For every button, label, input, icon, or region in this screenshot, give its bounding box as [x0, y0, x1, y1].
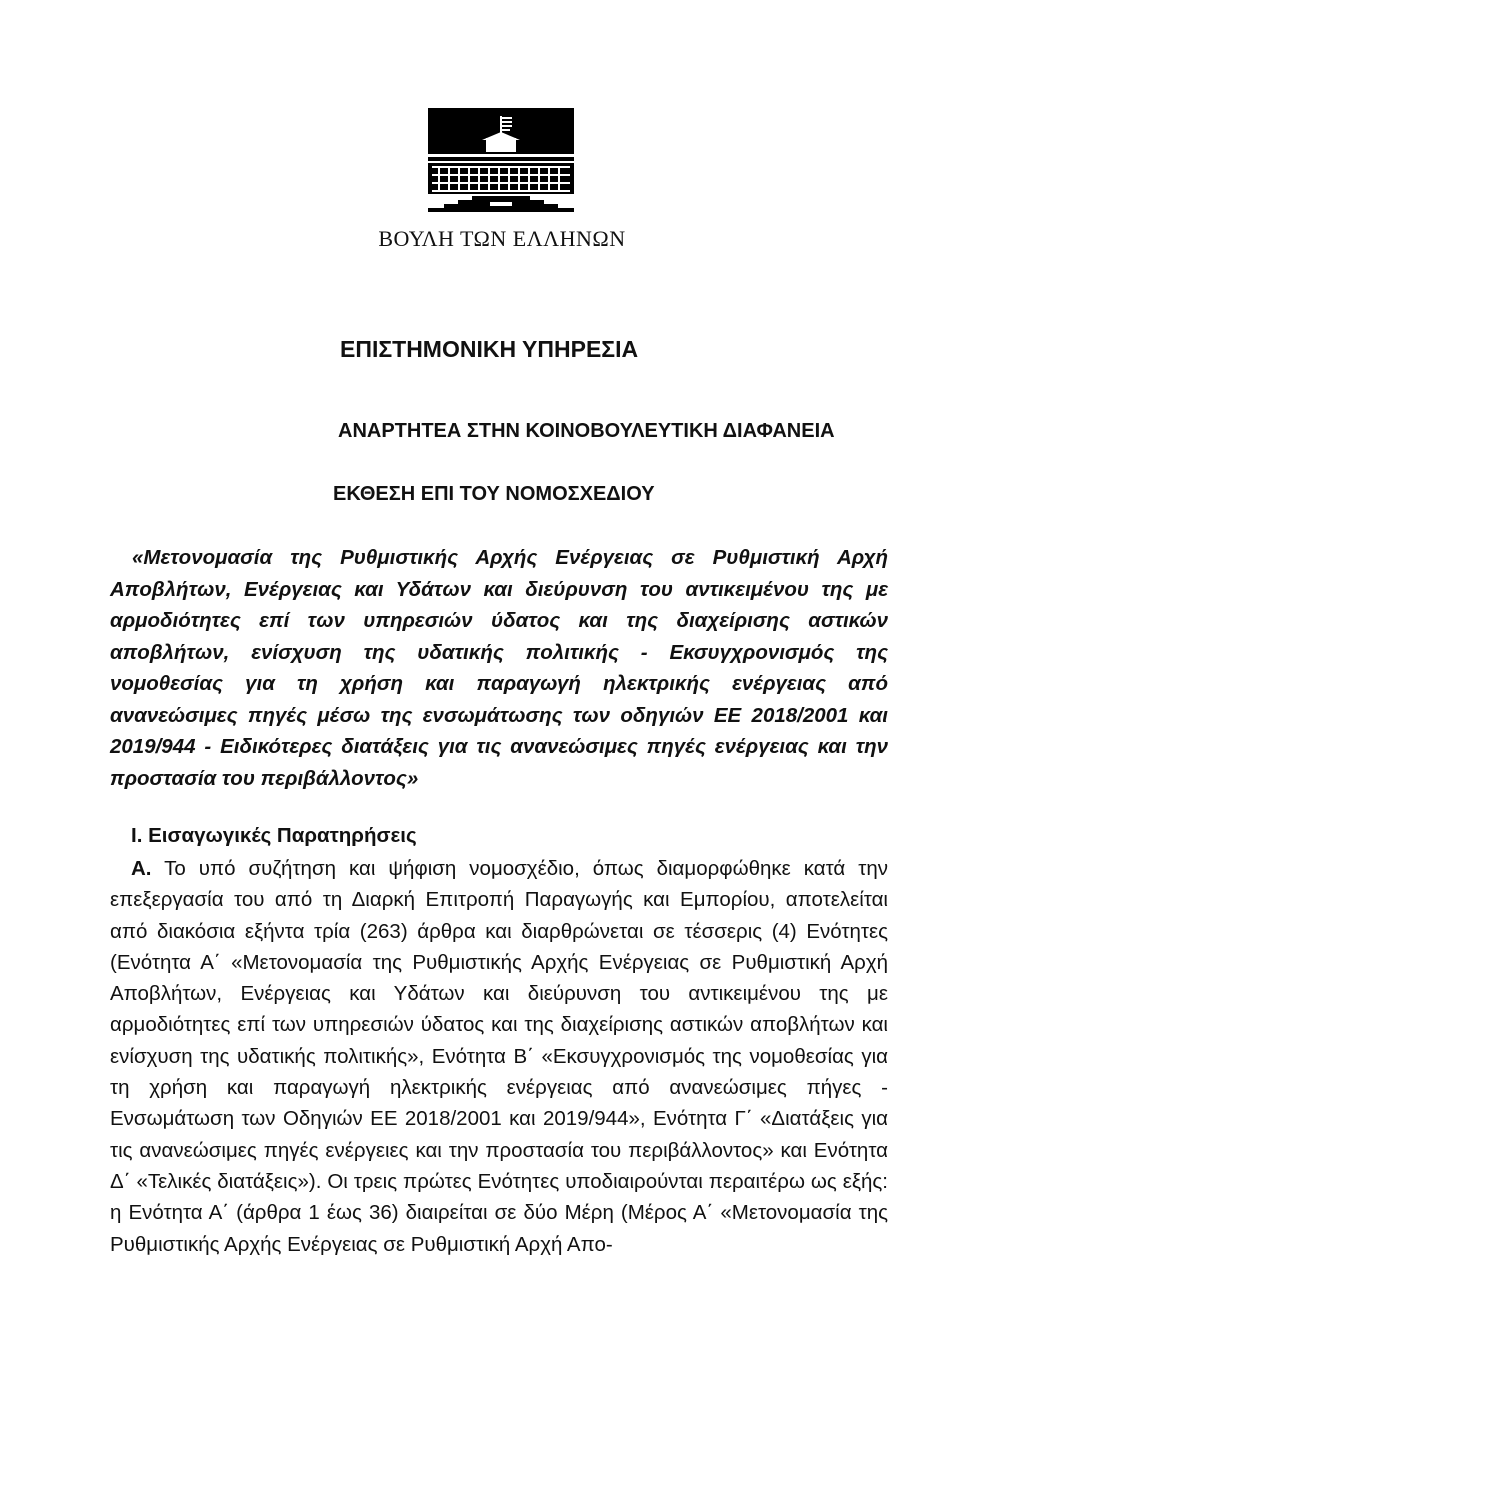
paragraph-text: Το υπό συζήτηση και ψήφιση νομοσχέδιο, όπως διαμορφώθηκε κατά την επεξεργασία του από τη Διαρκή Επιτροπή Παραγωγής και Εμπορίου, αποτελείται από διακόσια εξήντα τρία (263) άρθρα και διαρθρώνεται σε τέσσερις (4) Ενότητες (Ενότητα Α΄ «Μετονομασία της Ρυθμιστικής Αρχής Ενέργειας σε Ρυθμιστική Αρχή Αποβλήτων, Ενέργειας και Υδάτων και διεύρυνση του αντικειμένου της με αρμοδιότητες επί των υπηρεσιών ύδατος και της διαχείρισης αστικών αποβλήτων και ενίσχυση της υδατικής πολιτικής», Ενότητα Β΄ «Εκσυγχρονισμός της νομοθεσίας για τη χρήση και παραγωγή ηλεκτρικής ενέργειας από ανανεώσιμες πήγες - Ενσωμάτωση των Οδηγιών ΕΕ 2018/2001 και 2019/944», Ενότητα Γ΄ «Διατάξεις για τις ανανεώσιμες πηγές ενέργειες και την προστασία του περιβάλλοντος» και Ενότητα Δ΄ «Τελικές διατάξεις»). Οι τρεις πρώτες Ενότητες υποδιαιρούνται περαιτέρω ως εξής: η Ενότητα Α΄ (άρθρα 1 έως 36) διαιρείται σε δύο Μέρη (Μέρος Α΄ «Μετονομασία της Ρυθμιστικής Αρχής Ενέργειας σε Ρυθμιστική Αρχή Απο-	[110, 857, 889, 1256]
posting-notice: ΑΝΑΡΤΗΤΕΑ ΣΤΗΝ ΚΟΙΝΟΒΟΥΛΕΥΤΙΚΗ ΔΙΑΦΑΝΕΙΑ	[338, 420, 835, 442]
service-title: ΕΠΙΣΤΗΜΟΝΙΚΗ ΥΠΗΡΕΣΙΑ	[340, 336, 639, 362]
paragraph-marker: Α.	[131, 857, 152, 880]
body-paragraph	[110, 853, 888, 1260]
parliament-building-logo	[428, 108, 574, 216]
org-name: ΒΟΥΛΗ ΤΩΝ ΕΛΛΗΝΩΝ	[378, 226, 626, 251]
bill-title: «Μετονομασία της Ρυθμιστικής Αρχής Ενέργειας σε Ρυθμιστική Αρχή Αποβλήτων, Ενέργειας και Υδάτων και διεύρυνση του αντικειμένου της με αρμοδιότητες επί των υπηρεσιών ύδατος και της διαχείρισης αστικών αποβλήτων, ενίσχυση της υδατικής πολιτικής - Εκσυγχρονισμός της νομοθεσίας για τη χρήση και παραγωγή ηλεκτρικής ενέργειας από ανανεώσιμες πηγές μέσω της ενσωμάτωσης των οδηγιών ΕΕ 2018/2001 και 2019/944 - Ειδικότερες διατάξεις για τις ανανεώσιμες πηγές ενέργειας και την προστασία του περιβάλλοντος»	[110, 546, 888, 790]
report-title: ΕΚΘΕΣΗ ΕΠΙ ΤΟΥ ΝΟΜΟΣΧΕΔΙΟΥ	[333, 483, 655, 505]
section-heading: Ι. Εισαγωγικές Παρατηρήσεις	[131, 824, 417, 847]
